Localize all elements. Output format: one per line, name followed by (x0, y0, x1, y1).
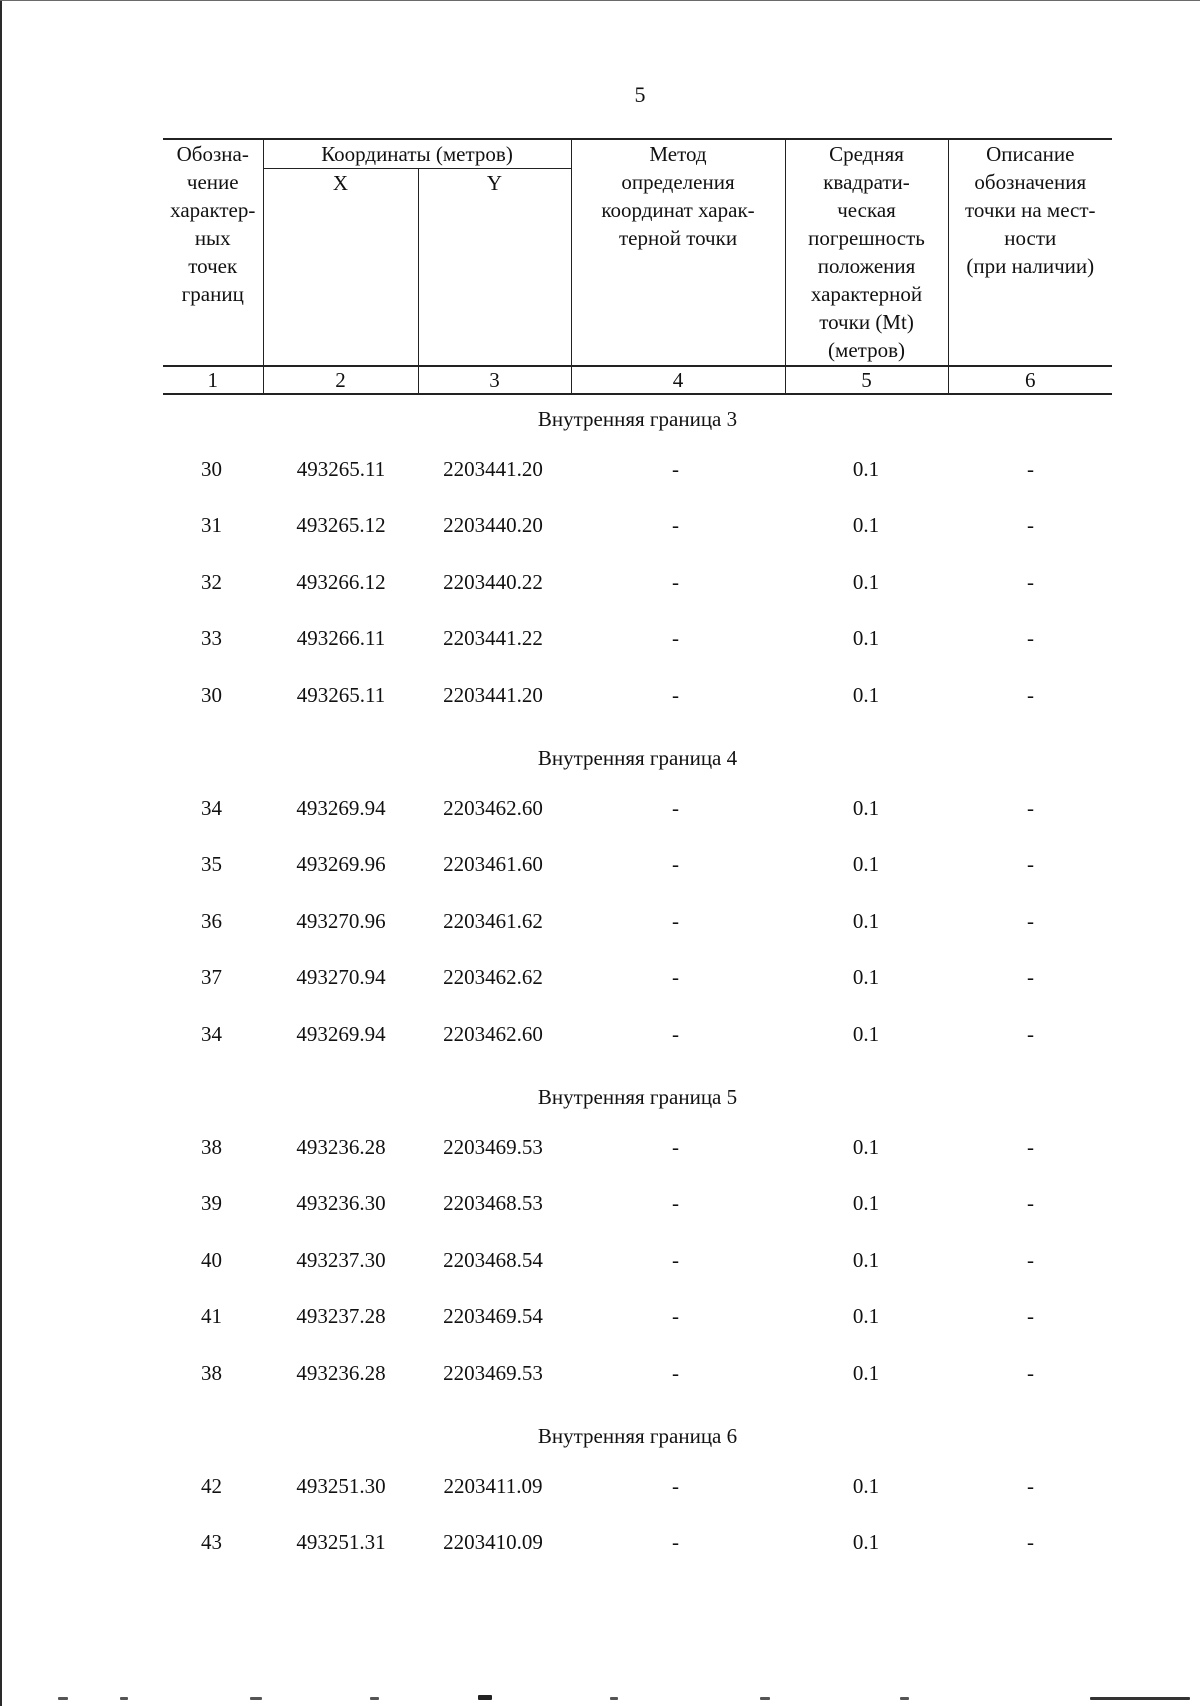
table-row (163, 965, 1112, 995)
column-number: 5 (785, 366, 948, 394)
cell-point-number: 43 (201, 1530, 222, 1554)
cell-coord-y: 2203462.62 (443, 965, 543, 989)
cell-coord-y: 2203461.60 (443, 852, 543, 876)
cell-method: - (672, 569, 679, 594)
cell-description: - (1027, 1134, 1034, 1159)
cell-coord-x: 493236.28 (296, 1360, 386, 1385)
table-row (163, 1530, 1112, 1560)
header-method: Метод определения координат харак- терной точки (571, 139, 785, 366)
cell-accuracy: 0.1 (852, 795, 880, 820)
table-row (163, 1135, 1112, 1165)
cell-coord-x: 493270.96 (296, 908, 386, 933)
cell-coord-y: 2203468.53 (443, 1191, 543, 1215)
cell-point-number: 38 (201, 1134, 222, 1159)
cell-description: - (1027, 1360, 1034, 1385)
cell-method: - (672, 1360, 679, 1385)
table-row (163, 457, 1112, 487)
cell-coord-x: 493269.94 (296, 1021, 386, 1046)
cell-accuracy: 0.1 (852, 569, 880, 594)
cell-coord-x: 493237.30 (296, 1247, 386, 1272)
table-row (163, 1304, 1112, 1334)
cell-coord-y: 2203469.53 (443, 1360, 543, 1385)
cell-accuracy: 0.1 (852, 965, 880, 989)
cell-coord-x: 493265.12 (296, 513, 386, 537)
cell-coord-x: 493266.12 (296, 569, 386, 594)
table-row (163, 1022, 1112, 1052)
section-title: Внутренняя граница 6 (537, 1424, 738, 1448)
cell-coord-x: 493265.11 (296, 456, 386, 481)
cell-point-number: 37 (201, 965, 222, 989)
cell-accuracy: 0.1 (852, 682, 880, 707)
cell-method: - (672, 1530, 679, 1554)
cell-accuracy: 0.1 (852, 1247, 880, 1272)
cell-description: - (1027, 569, 1034, 594)
scan-edge (0, 0, 2, 1706)
cell-method: - (672, 1304, 679, 1328)
cell-method: - (672, 795, 679, 820)
cell-method: - (672, 1191, 679, 1215)
cell-description: - (1027, 1304, 1034, 1328)
table-row (163, 1248, 1112, 1278)
cell-point-number: 42 (201, 1473, 222, 1498)
cell-point-number: 30 (201, 682, 222, 707)
cell-accuracy: 0.1 (852, 908, 880, 933)
cell-accuracy: 0.1 (852, 513, 880, 537)
section-title: Внутренняя граница 4 (537, 746, 738, 770)
cell-method: - (672, 626, 679, 650)
cell-description: - (1027, 682, 1034, 707)
cell-point-number: 31 (201, 513, 222, 537)
cell-description: - (1027, 626, 1034, 650)
cell-coord-y: 2203441.20 (443, 682, 543, 707)
cell-point-number: 33 (201, 626, 222, 650)
cell-point-number: 34 (201, 1021, 222, 1046)
scan-edge (0, 0, 1200, 1)
column-number: 4 (571, 366, 785, 394)
cell-coord-x: 493270.94 (296, 965, 386, 989)
section-title: Внутренняя граница 3 (537, 407, 738, 431)
cell-description: - (1027, 908, 1034, 933)
cell-accuracy: 0.1 (852, 1530, 880, 1554)
cell-coord-y: 2203469.54 (443, 1304, 543, 1328)
cell-method: - (672, 852, 679, 876)
section-title: Внутренняя граница 5 (537, 1085, 738, 1109)
cell-coord-x: 493251.30 (296, 1473, 386, 1498)
cell-coord-y: 2203440.22 (443, 569, 543, 594)
cell-accuracy: 0.1 (852, 1473, 880, 1498)
cell-description: - (1027, 456, 1034, 481)
cell-description: - (1027, 1247, 1034, 1272)
cell-coord-y: 2203441.20 (443, 456, 543, 481)
cell-point-number: 38 (201, 1360, 222, 1385)
header-point-designation: Обозна- чение характер- ных точек границ (163, 139, 263, 366)
cell-accuracy: 0.1 (852, 1360, 880, 1385)
header-x: X (263, 169, 418, 367)
cell-description: - (1027, 513, 1034, 537)
table-row (163, 909, 1112, 939)
cell-coord-x: 493265.11 (296, 682, 386, 707)
cell-point-number: 40 (201, 1247, 222, 1272)
cell-accuracy: 0.1 (852, 1021, 880, 1046)
cell-method: - (672, 965, 679, 989)
cell-accuracy: 0.1 (852, 1134, 880, 1159)
table-row (163, 1361, 1112, 1391)
scan-artifact (0, 1694, 1200, 1706)
table-row (163, 683, 1112, 713)
cell-method: - (672, 1473, 679, 1498)
cell-coord-x: 493236.28 (296, 1134, 386, 1159)
cell-point-number: 39 (201, 1191, 222, 1215)
cell-accuracy: 0.1 (852, 1304, 880, 1328)
header-y: Y (418, 169, 571, 367)
cell-method: - (672, 456, 679, 481)
cell-description: - (1027, 1530, 1034, 1554)
cell-coord-y: 2203411.09 (443, 1473, 543, 1498)
cell-coord-y: 2203461.62 (443, 908, 543, 933)
table-row (163, 570, 1112, 600)
cell-coord-y: 2203440.20 (443, 513, 543, 537)
cell-coord-x: 493251.31 (296, 1530, 386, 1554)
cell-coord-y: 2203462.60 (443, 1021, 543, 1046)
cell-accuracy: 0.1 (852, 1191, 880, 1215)
column-number: 3 (418, 366, 571, 394)
cell-accuracy: 0.1 (852, 456, 880, 481)
cell-coord-y: 2203468.54 (443, 1247, 543, 1272)
cell-point-number: 41 (201, 1304, 222, 1328)
cell-coord-y: 2203441.22 (443, 626, 543, 650)
cell-description: - (1027, 1021, 1034, 1046)
table-row (163, 513, 1112, 543)
table-row (163, 1474, 1112, 1504)
cell-accuracy: 0.1 (852, 626, 880, 650)
cell-coord-x: 493269.96 (296, 852, 386, 876)
column-number: 2 (263, 366, 418, 394)
table-row (163, 1191, 1112, 1221)
cell-description: - (1027, 1473, 1034, 1498)
header-coordinates: Координаты (метров) (263, 139, 571, 169)
cell-coord-y: 2203462.60 (443, 795, 543, 820)
cell-coord-x: 493237.28 (296, 1304, 386, 1328)
cell-point-number: 36 (201, 908, 222, 933)
cell-method: - (672, 682, 679, 707)
cell-method: - (672, 1247, 679, 1272)
cell-accuracy: 0.1 (852, 852, 880, 876)
cell-coord-y: 2203469.53 (443, 1134, 543, 1159)
page-number: 5 (634, 82, 646, 107)
cell-point-number: 34 (201, 795, 222, 820)
cell-method: - (672, 1021, 679, 1046)
column-number: 6 (948, 366, 1112, 394)
table-row (163, 626, 1112, 656)
cell-point-number: 35 (201, 852, 222, 876)
cell-coord-x: 493236.30 (296, 1191, 386, 1215)
cell-description: - (1027, 965, 1034, 989)
table-row (163, 852, 1112, 882)
cell-method: - (672, 908, 679, 933)
column-number: 1 (163, 366, 263, 394)
cell-method: - (672, 513, 679, 537)
header-description: Описание обозначения точки на мест- ности (при наличии) (948, 139, 1112, 366)
cell-description: - (1027, 852, 1034, 876)
cell-coord-x: 493269.94 (296, 795, 386, 820)
cell-description: - (1027, 795, 1034, 820)
cell-point-number: 32 (201, 569, 222, 594)
table-header (163, 138, 1112, 395)
table-row (163, 796, 1112, 826)
cell-coord-x: 493266.11 (296, 626, 386, 650)
header-accuracy: Средняя квадрати- ческая погрешность положения характерной точки (Мt) (метров) (785, 139, 948, 366)
cell-coord-y: 2203410.09 (443, 1530, 543, 1554)
cell-method: - (672, 1134, 679, 1159)
cell-description: - (1027, 1191, 1034, 1215)
cell-point-number: 30 (201, 456, 222, 481)
